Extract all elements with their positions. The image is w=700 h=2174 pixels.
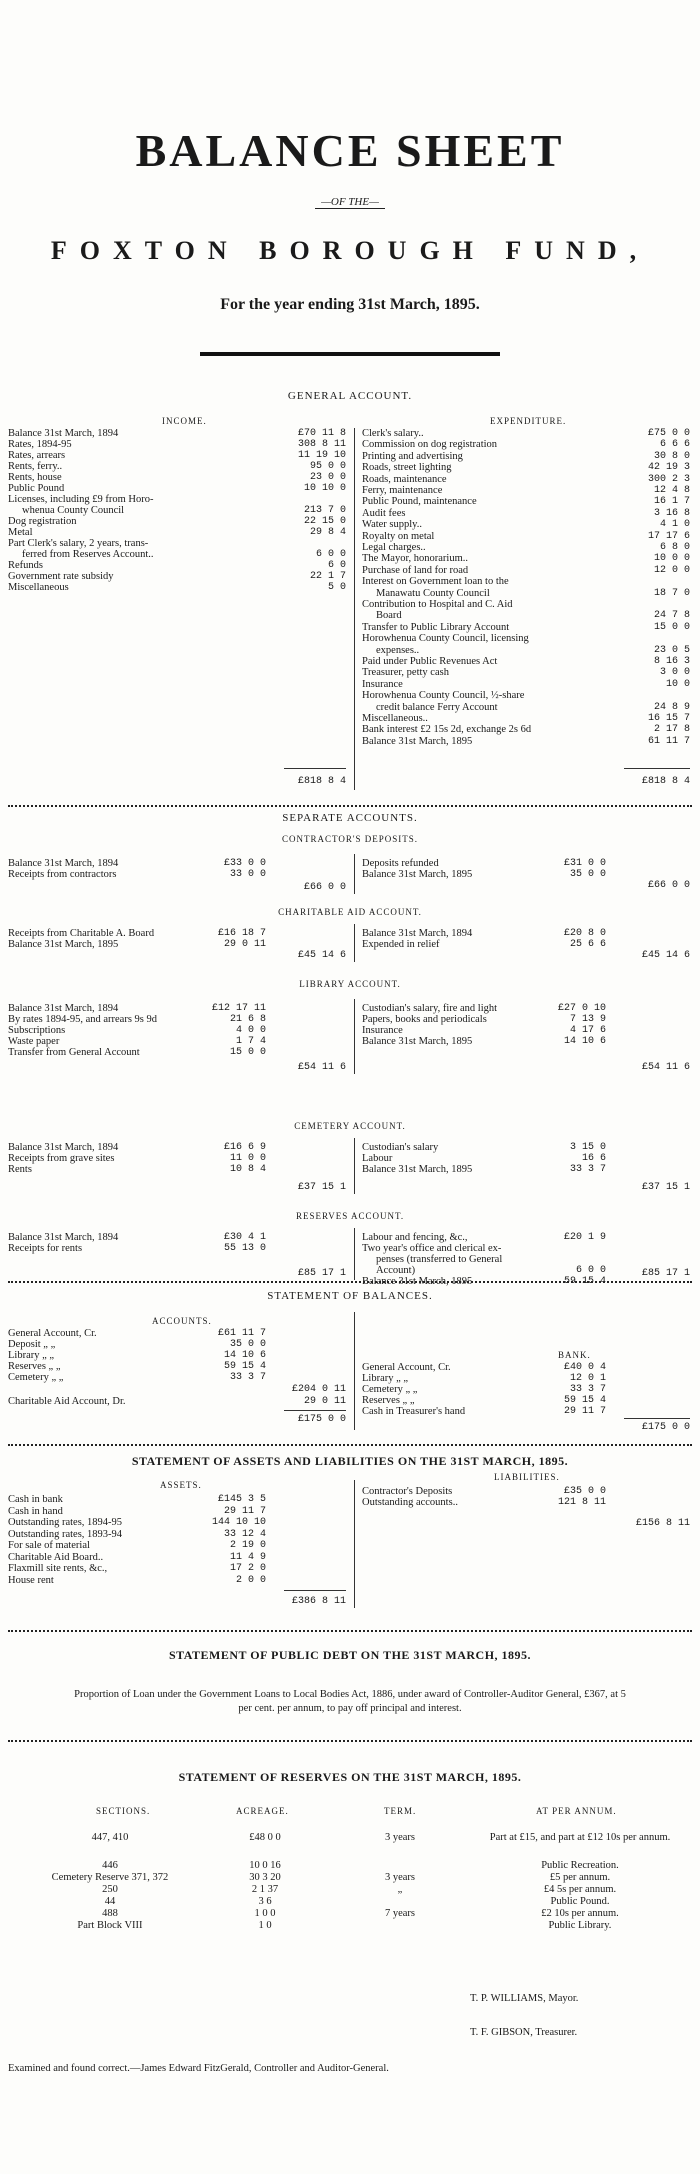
- ledger-label: Balance 31st March, 1894: [362, 928, 473, 939]
- ledger-amount: 6 0 0: [315, 549, 346, 560]
- ledger-amount: 24 8 9: [653, 701, 690, 713]
- divider-5: [8, 1740, 692, 1742]
- ledger-label: Cemetery „ „: [362, 1384, 418, 1395]
- ledger-amount: 11 19 10: [297, 450, 346, 461]
- subtitle: For the year ending 31st March, 1895.: [220, 296, 480, 313]
- reserve-acreage: £48 0 0: [249, 1832, 281, 1843]
- ledger-label: Labour and fencing, &c.,: [362, 1232, 468, 1243]
- ledger-amount: 59 15 4: [223, 1361, 266, 1372]
- reserve-rent: Public Recreation.: [541, 1860, 619, 1871]
- ledger-amount: 10 0: [665, 678, 690, 690]
- ledger-amount: £12 17 11: [211, 1003, 266, 1014]
- ledger-amount: 8 16 3: [653, 656, 690, 667]
- ledger-amount: 22 1 7: [309, 571, 346, 582]
- ledger-label: Audit fees: [362, 507, 406, 519]
- reserve-rent: Public Pound.: [550, 1896, 610, 1907]
- title-rule: [200, 352, 500, 356]
- left-total: £45 14 6: [297, 950, 346, 961]
- ledger-label: Balance 31st March, 1895: [362, 735, 473, 747]
- ledger-amount: 12 0 1: [569, 1373, 606, 1384]
- ledger-label: Ferry, maintenance: [362, 485, 443, 496]
- ledger-label: Deposit „ „: [8, 1339, 56, 1350]
- ledger-label: House rent: [8, 1574, 54, 1586]
- ledger-label: Charitable Aid Board..: [8, 1551, 104, 1563]
- ledger-label: Public Pound, maintenance: [362, 496, 477, 508]
- ledger-amount: 25 6 6: [569, 939, 606, 950]
- ledger-amount: 2 0 0: [235, 1574, 266, 1586]
- ledger-label: Custodian's salary: [362, 1142, 439, 1153]
- public-debt-line2: per cent. per annum, to pay off principal and interest.: [238, 1703, 462, 1714]
- ledger-label: Board: [376, 610, 402, 622]
- ledger-amount: 7 13 9: [569, 1014, 606, 1025]
- ledger-label: Outstanding rates, 1893-94: [8, 1528, 123, 1540]
- ledger-label: Balance 31st March, 1894: [8, 1232, 119, 1243]
- ledger-amount: 6 0 0: [575, 1265, 606, 1276]
- ledger-label: Dog registration: [8, 516, 77, 527]
- ledger-amount: 6 8 0: [659, 542, 690, 553]
- liabilities-total: £156 8 11: [635, 1518, 690, 1529]
- ledger-amount: 23 0 0: [309, 472, 346, 483]
- ledger-label: For sale of material: [8, 1540, 90, 1551]
- ledger-amount: 4 17 6: [569, 1025, 606, 1036]
- reserve-acreage: 1 0 0: [254, 1908, 276, 1919]
- ledger-amount: 35 0 0: [229, 1339, 266, 1350]
- reserve-term: 7 years: [384, 1908, 416, 1919]
- accounts-total-rule: [284, 1410, 346, 1411]
- ledger-label: Rents: [8, 1164, 32, 1175]
- ledger-amount: 16 1 7: [653, 496, 690, 508]
- ledger-amount: 15 0 0: [653, 621, 690, 633]
- ledger-label: Printing and advertising: [362, 450, 463, 462]
- ledger-amount: 17 2 0: [229, 1563, 266, 1574]
- right-total: £54 11 6: [641, 1062, 690, 1073]
- ledger-label: Manawatu County Council: [376, 587, 490, 599]
- ledger-amount: 23 0 5: [653, 644, 690, 656]
- reserve-rent: £5 per annum.: [549, 1872, 611, 1883]
- ledger-amount: 4 1 0: [659, 519, 690, 531]
- ledger-label: By rates 1894-95, and arrears 9s 9d: [8, 1014, 157, 1025]
- ledger-amount: 24 7 8: [653, 610, 690, 622]
- ledger-amount: £33 0 0: [223, 858, 266, 869]
- ledger-label: Custodian's salary, fire and light: [362, 1003, 498, 1014]
- ledger-amount: £20 8 0: [563, 928, 606, 939]
- left-total: £66 0 0: [303, 882, 346, 893]
- income-total-rule: [284, 768, 346, 769]
- ledger-amount: 33 3 7: [569, 1164, 606, 1175]
- ledger-label: Rents, house: [8, 472, 62, 483]
- divider-2: [8, 1281, 692, 1283]
- ledger-amount: 3 16 8: [653, 507, 690, 519]
- col-acreage: ACREAGE.: [236, 1806, 289, 1816]
- ledger-amount: £70 11 8: [297, 428, 346, 439]
- ledger-label: Purchase of land for road: [362, 564, 469, 576]
- public-debt-line1: Proportion of Loan under the Government Loans to Local Bodies Act, 1886, under award of Controller-Auditor General, £367, at 5: [74, 1689, 626, 1700]
- ledger-label: Expended in relief: [362, 939, 440, 950]
- account-divider: [354, 924, 355, 962]
- bank-total-rule: [624, 1418, 690, 1419]
- account-divider: [354, 854, 355, 894]
- bank-label: BANK.: [558, 1350, 591, 1360]
- ledger-label: Commission on dog registration: [362, 439, 498, 451]
- ledger-amount: £16 6 9: [223, 1142, 266, 1153]
- charitable-heading: CHARITABLE AID ACCOUNT.: [278, 907, 422, 917]
- ledger-amount: 42 19 3: [647, 462, 690, 474]
- ledger-label: The Mayor, honorarium..: [362, 553, 469, 565]
- ledger-amount: £16 18 7: [217, 928, 266, 939]
- ledger-amount: 308 8 11: [297, 439, 346, 450]
- ledger-label: ferred from Reserves Account..: [22, 549, 154, 560]
- ledger-label: Insurance: [362, 1025, 403, 1036]
- expenditure-total: £818 8 4: [641, 776, 690, 787]
- ledger-amount: 33 3 7: [229, 1372, 266, 1383]
- reserve-rent: Public Library.: [548, 1920, 612, 1931]
- ledger-label: Water supply..: [362, 519, 423, 531]
- ledger-amount: 59 15 4: [563, 1395, 606, 1406]
- reserve-rent: £4 5s per annum.: [543, 1884, 617, 1895]
- balances-divider: [354, 1312, 355, 1430]
- reserve-section: Cemetery Reserve 371, 372: [51, 1872, 169, 1883]
- ledger-amount: 16 15 7: [647, 713, 690, 724]
- col-term: TERM.: [384, 1806, 417, 1816]
- ledger-label: Receipts for rents: [8, 1243, 83, 1254]
- ledger-amount: 30 8 0: [653, 450, 690, 462]
- ledger-label: Roads, maintenance: [362, 473, 447, 485]
- ledger-label: Outstanding accounts..: [362, 1497, 458, 1508]
- ledger-label: Labour: [362, 1153, 393, 1164]
- col-rent: AT PER ANNUM.: [536, 1806, 617, 1816]
- ledger-label: Rents, ferry..: [8, 461, 63, 472]
- ledger-label: Deposits refunded: [362, 858, 439, 869]
- ledger-label: Balance 31st March, 1895: [362, 1164, 473, 1175]
- ledger-amount: 213 7 0: [303, 505, 346, 516]
- income-total: £818 8 4: [297, 776, 346, 787]
- page-title: BALANCE SHEET: [135, 125, 565, 176]
- ledger-label: Reserves „ „: [8, 1361, 61, 1372]
- ledger-label: Cemetery „ „: [8, 1372, 64, 1383]
- divider-1: [8, 805, 692, 807]
- ledger-label: expenses..: [376, 644, 420, 656]
- ledger-amount: 59 15 4: [563, 1276, 606, 1287]
- ledger-amount: 144 10 10: [211, 1517, 266, 1528]
- ledger-label: Horowhenua County Council, ½-share: [362, 690, 525, 702]
- right-total: £85 17 1: [641, 1268, 690, 1279]
- ledger-label: Library „ „: [362, 1373, 409, 1384]
- ledger-amount: 11 0 0: [229, 1153, 266, 1164]
- ledger-label: Cash in bank: [8, 1494, 63, 1505]
- ledger-amount: 14 10 6: [563, 1036, 606, 1047]
- ledger-label: Miscellaneous: [8, 582, 69, 593]
- ledger-amount: 18 7 0: [653, 587, 690, 599]
- ledger-amount: £40 0 4: [563, 1362, 606, 1373]
- ledger-amount: 12 4 8: [653, 485, 690, 496]
- ledger-label: Roads, street lighting: [362, 462, 452, 474]
- ledger-label: Interest on Government loan to the: [362, 576, 509, 588]
- left-total: £54 11 6: [297, 1062, 346, 1073]
- ledger-label: Subscriptions: [8, 1025, 66, 1036]
- ledger-amount: 33 3 7: [569, 1384, 606, 1395]
- ledger-amount: 121 8 11: [557, 1497, 606, 1508]
- ledger-amount: 2 19 0: [229, 1540, 266, 1551]
- ledger-label: Reserves „ „: [362, 1395, 415, 1406]
- charitable-dr-label: Charitable Aid Account, Dr.: [8, 1396, 126, 1407]
- ledger-amount: 14 10 6: [223, 1350, 266, 1361]
- reserve-section: 44: [104, 1896, 116, 1907]
- reserve-rent: Part at £15, and part at £12 10s per annum.: [489, 1832, 671, 1843]
- ledger-label: Rates, 1894-95: [8, 439, 72, 450]
- reserve-rent: £2 10s per annum.: [541, 1908, 619, 1919]
- ledger-amount: 95 0 0: [309, 461, 346, 472]
- reserve-acreage: 3 6: [258, 1896, 272, 1907]
- bank-total: £175 0 0: [641, 1422, 690, 1433]
- ledger-label: Receipts from grave sites: [8, 1153, 115, 1164]
- reserve-section: 250: [102, 1884, 118, 1895]
- ledger-label: Insurance: [362, 678, 403, 690]
- reserves-heading: RESERVES ACCOUNT.: [295, 1211, 405, 1221]
- public-debt-heading: STATEMENT OF PUBLIC DEBT ON THE 31ST MARCH, 1895.: [168, 1648, 532, 1662]
- ledger-label: Metal: [8, 527, 33, 538]
- ledger-amount: 55 13 0: [223, 1243, 266, 1254]
- ledger-amount: 35 0 0: [569, 869, 606, 880]
- balances-heading: STATEMENT OF BALANCES.: [267, 1290, 433, 1302]
- ledger-label: Bank interest £2 15s 2d, exchange 2s 6d: [362, 724, 532, 736]
- divider-3: [8, 1444, 692, 1446]
- ledger-label: Horowhenua County Council, licensing: [362, 633, 529, 645]
- assets-divider: [354, 1480, 355, 1608]
- ledger-amount: 17 17 6: [647, 530, 690, 542]
- ledger-label: whenua County Council: [22, 505, 125, 516]
- ledger-label: Waste paper: [8, 1036, 60, 1047]
- reserve-term: 3 years: [384, 1832, 416, 1843]
- ledger-amount: 6 6 6: [659, 439, 690, 451]
- ledger-amount: £30 4 1: [223, 1232, 266, 1243]
- ledger-label: Treasurer, petty cash: [362, 667, 449, 679]
- ledger-label: penses (transferred to General: [376, 1254, 503, 1265]
- expenditure-label: EXPENDITURE.: [490, 416, 567, 426]
- reserve-section: 488: [102, 1908, 118, 1919]
- ledger-amount: £27 0 10: [557, 1003, 606, 1014]
- reserve-acreage: 10 0 16: [249, 1860, 281, 1871]
- ledger-label: Government rate subsidy: [8, 571, 114, 582]
- account-divider: [354, 999, 355, 1074]
- ledger-label: Balance 31st March, 1895: [362, 1036, 473, 1047]
- ledger-label: Balance 31st March, 1894: [8, 1003, 119, 1014]
- ledger-label: Legal charges..: [362, 542, 426, 553]
- reserve-term: 3 years: [384, 1872, 416, 1883]
- ledger-amount: 61 11 7: [647, 735, 690, 747]
- ledger-label: Balance 31st March, 1894: [8, 428, 119, 439]
- ledger-amount: 21 6 8: [229, 1014, 266, 1025]
- accounts-sum: £204 0 11: [291, 1384, 346, 1395]
- ledger-label: Receipts from contractors: [8, 869, 117, 880]
- ledger-amount: 15 0 0: [229, 1047, 266, 1058]
- ledger-label: Contribution to Hospital and C. Aid: [362, 599, 513, 610]
- ledger-amount: £35 0 0: [563, 1486, 606, 1497]
- general-account-heading: GENERAL ACCOUNT.: [287, 390, 413, 402]
- reserve-term: „: [397, 1884, 403, 1895]
- ledger-label: Transfer to Public Library Account: [362, 621, 510, 633]
- ledger-label: Balance 31st March, 1895: [362, 869, 473, 880]
- right-total: £66 0 0: [647, 880, 690, 891]
- ledger-amount: 10 8 4: [229, 1164, 266, 1175]
- ledger-label: Account): [376, 1265, 416, 1276]
- reserve-section: Part Block VIII: [77, 1920, 143, 1931]
- ledger-label: Transfer from General Account: [8, 1047, 140, 1058]
- ledger-label: Library „ „: [8, 1350, 55, 1361]
- col-sections: SECTIONS.: [96, 1806, 151, 1816]
- ledger-label: credit balance Ferry Account: [376, 701, 498, 713]
- ledger-amount: 4 0 0: [235, 1025, 266, 1036]
- reserve-section: 447, 410: [91, 1832, 129, 1843]
- divider-4: [8, 1630, 692, 1632]
- account-divider: [354, 1228, 355, 1280]
- accounts-label: ACCOUNTS.: [152, 1316, 212, 1326]
- expenditure-total-rule: [624, 768, 690, 769]
- income-label: INCOME.: [162, 416, 207, 426]
- ledger-amount: 33 12 4: [223, 1528, 266, 1540]
- ledger-amount: 12 0 0: [653, 564, 690, 576]
- ledger-amount: 10 0 0: [653, 553, 690, 565]
- assets-heading: STATEMENT OF ASSETS AND LIABILITIES ON THE 31ST MARCH, 1895.: [131, 1454, 569, 1468]
- of-the-line: [0, 196, 700, 209]
- ledger-amount: 3 0 0: [659, 667, 690, 679]
- ledger-label: Refunds: [8, 560, 43, 571]
- treasurer-signature: T. F. GIBSON, Treasurer.: [470, 2027, 578, 2038]
- ledger-label: Contractor's Deposits: [362, 1486, 453, 1497]
- ledger-label: Licenses, including £9 from Horo-: [8, 494, 154, 505]
- ledger-amount: £145 3 5: [217, 1494, 266, 1505]
- ledger-amount: £61 11 7: [217, 1328, 266, 1339]
- ledger-label: Miscellaneous..: [362, 713, 428, 724]
- ledger-amount: 10 10 0: [303, 483, 346, 494]
- contractors-heading: CONTRACTOR'S DEPOSITS.: [282, 834, 418, 844]
- ledger-label: Balance 31st March, 1894: [8, 858, 119, 869]
- ledger-label: Clerk's salary..: [362, 428, 424, 439]
- ledger-label: Balance 31st March, 1895: [362, 1276, 473, 1287]
- of-the-text: —OF THE—: [315, 196, 385, 209]
- general-divider: [354, 428, 355, 790]
- cemetery-heading: CEMETERY ACCOUNT.: [294, 1121, 406, 1131]
- ledger-amount: 33 0 0: [229, 869, 266, 880]
- right-total: £37 15 1: [641, 1182, 690, 1193]
- ledger-label: Balance 31st March, 1894: [8, 1142, 119, 1153]
- ledger-label: Cash in Treasurer's hand: [362, 1406, 466, 1417]
- ledger-label: Papers, books and periodicals: [362, 1014, 487, 1025]
- ledger-label: Receipts from Charitable A. Board: [8, 928, 155, 939]
- library-heading: LIBRARY ACCOUNT.: [299, 979, 401, 989]
- ledger-label: Balance 31st March, 1895: [8, 939, 119, 950]
- right-total: £45 14 6: [641, 950, 690, 961]
- separate-accounts-heading: SEPARATE ACCOUNTS.: [282, 812, 418, 824]
- ledger-amount: 2 17 8: [653, 724, 690, 736]
- ledger-label: Rates, arrears: [8, 450, 66, 461]
- ledger-amount: 300 2 3: [647, 473, 690, 485]
- left-total: £85 17 1: [297, 1268, 346, 1279]
- mayor-signature: T. P. WILLIAMS, Mayor.: [470, 1993, 579, 2004]
- ledger-amount: 29 11 7: [563, 1406, 606, 1417]
- examined-note: Examined and found correct.—James Edward FitzGerald, Controller and Auditor-General.: [8, 2063, 389, 2074]
- reserve-acreage: 2 1 37: [251, 1884, 279, 1895]
- ledger-amount: 16 6: [581, 1153, 606, 1164]
- fund-name: FOXTON BOROUGH FUND,: [50, 236, 650, 265]
- ledger-amount: 5 0: [327, 582, 346, 593]
- ledger-label: Flaxmill site rents, &c.,: [8, 1563, 108, 1574]
- ledger-amount: 6 0: [327, 560, 346, 571]
- liabilities-label: LIABILITIES.: [494, 1472, 560, 1482]
- ledger-amount: 22 15 0: [303, 516, 346, 527]
- reserves-statement-heading: STATEMENT OF RESERVES ON THE 31ST MARCH, 1895.: [178, 1770, 522, 1784]
- ledger-label: Royalty on metal: [362, 530, 435, 542]
- reserve-acreage: 1 0: [258, 1920, 272, 1931]
- ledger-amount: 29 8 4: [309, 527, 346, 538]
- ledger-amount: 29 11 7: [223, 1505, 266, 1517]
- charitable-dr-amount: 29 0 11: [303, 1396, 346, 1407]
- ledger-amount: £20 1 9: [563, 1232, 606, 1243]
- ledger-label: Outstanding rates, 1894-95: [8, 1517, 123, 1528]
- ledger-label: General Account, Cr.: [362, 1362, 451, 1373]
- account-divider: [354, 1138, 355, 1194]
- ledger-label: General Account, Cr.: [8, 1328, 97, 1339]
- ledger-label: Part Clerk's salary, 2 years, trans-: [8, 538, 149, 549]
- ledger-amount: £75 0 0: [647, 428, 690, 439]
- reserve-section: 446: [102, 1860, 118, 1871]
- assets-total: £386 8 11: [291, 1596, 346, 1607]
- accounts-total: £175 0 0: [297, 1414, 346, 1425]
- assets-label: ASSETS.: [160, 1480, 202, 1490]
- ledger-amount: 1 7 4: [235, 1036, 266, 1047]
- ledger-amount: 29 0 11: [223, 939, 266, 950]
- ledger-label: Public Pound: [8, 483, 65, 494]
- assets-total-rule: [284, 1590, 346, 1591]
- ledger-label: Two year's office and clerical ex-: [362, 1243, 502, 1254]
- ledger-amount: 3 15 0: [569, 1142, 606, 1153]
- ledger-label: Cash in hand: [8, 1505, 63, 1517]
- left-total: £37 15 1: [297, 1182, 346, 1193]
- reserve-acreage: 30 3 20: [249, 1872, 281, 1883]
- ledger-label: Paid under Public Revenues Act: [362, 656, 498, 667]
- ledger-amount: 11 4 9: [229, 1551, 266, 1563]
- ledger-amount: £31 0 0: [563, 858, 606, 869]
